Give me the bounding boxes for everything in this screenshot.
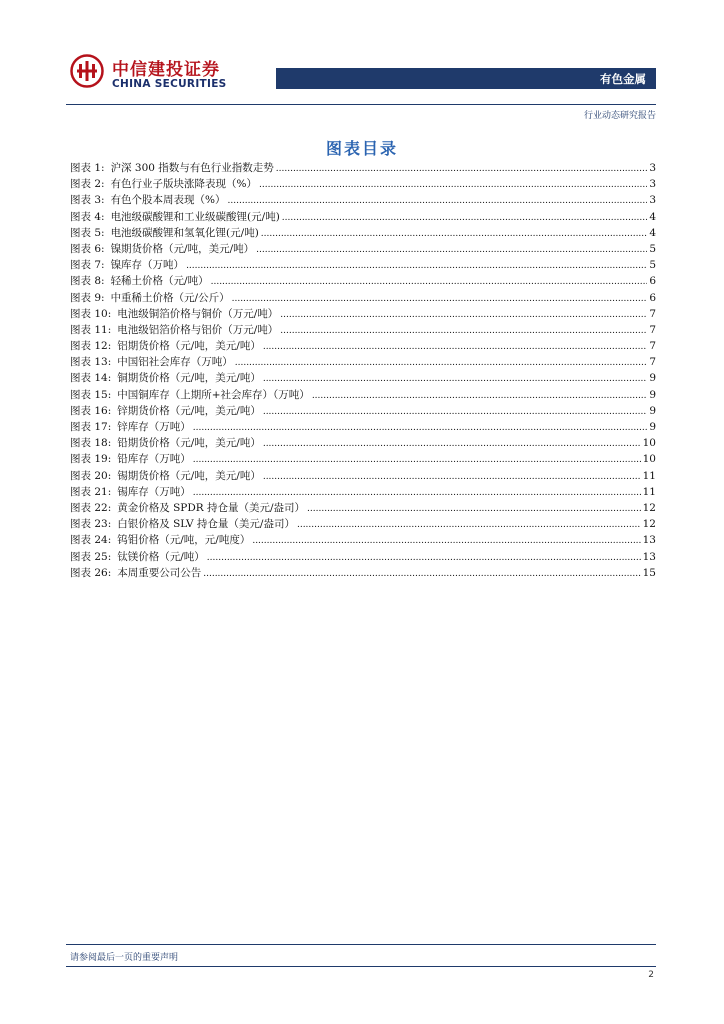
report-type: 行业动态研究报告 xyxy=(583,111,656,121)
toc-entry[interactable] xyxy=(70,435,656,451)
toc-entry[interactable] xyxy=(70,387,656,403)
toc-entry-title[interactable]: 锡库存（万吨） xyxy=(117,485,191,498)
toc-entry[interactable] xyxy=(70,354,656,370)
toc-entry-page[interactable]: 10 xyxy=(642,437,656,450)
toc-entry[interactable] xyxy=(70,549,656,565)
toc-dot-leader xyxy=(263,403,647,420)
toc-entry-label: 图表 7: xyxy=(70,259,105,272)
toc-entry-title[interactable]: 铝期货价格（元/吨，美元/吨） xyxy=(117,340,261,353)
toc-dot-leader xyxy=(193,484,641,501)
toc-entry-label: 图表 10: xyxy=(70,307,112,320)
toc-entry-page[interactable]: 6 xyxy=(649,291,656,304)
toc-entry-title[interactable]: 电池级铝箔价格与铝价（万元/吨） xyxy=(117,323,279,336)
sector-label: 有色金属 xyxy=(600,72,646,86)
toc-entry-page[interactable]: 7 xyxy=(649,323,656,336)
toc-entry-label: 图表 17: xyxy=(70,421,112,433)
toc-entry[interactable] xyxy=(70,516,656,532)
toc-entry[interactable] xyxy=(70,565,656,581)
toc-entry-title[interactable]: 中国铝社会库存（万吨） xyxy=(117,356,233,369)
toc-entry-page[interactable]: 6 xyxy=(649,275,656,288)
toc-entry[interactable] xyxy=(70,419,656,435)
toc-entry-page[interactable]: 3 xyxy=(649,178,656,191)
toc-dot-leader xyxy=(263,468,641,485)
toc-entry-label: 图表 12: xyxy=(70,340,112,353)
toc-entry-page[interactable]: 5 xyxy=(649,242,656,255)
toc-entry-page[interactable]: 10 xyxy=(642,453,656,466)
toc-entry-title[interactable]: 锌库存（万吨） xyxy=(117,421,191,433)
toc-entry-label: 图表 6: xyxy=(70,242,105,255)
toc-entry-title[interactable]: 钨钼价格（元/吨，元/吨度） xyxy=(117,534,251,547)
toc-entry-title[interactable]: 铅库存（万吨） xyxy=(117,453,191,466)
toc-dot-leader xyxy=(297,516,641,533)
toc-entry-label: 图表 5: xyxy=(70,226,105,239)
toc-entry-page[interactable]: 11 xyxy=(642,485,656,498)
toc-entry-title[interactable]: 沪深 300 指数与有色行业指数走势 xyxy=(110,162,274,174)
toc-entry[interactable] xyxy=(70,160,656,176)
toc-entry-page[interactable]: 4 xyxy=(649,226,656,239)
toc-dot-leader xyxy=(207,549,641,566)
toc-entry[interactable] xyxy=(70,403,656,419)
toc-entry[interactable] xyxy=(70,209,656,225)
toc-entry[interactable] xyxy=(70,370,656,386)
toc-dot-leader xyxy=(280,306,647,323)
toc-entry-label: 图表 11: xyxy=(70,323,112,336)
toc-dot-leader xyxy=(261,225,648,242)
toc-entry-label: 图表 16: xyxy=(70,404,112,417)
footer-disclaimer: 请参阅最后一页的重要声明 xyxy=(70,953,179,963)
toc-entry-page[interactable]: 15 xyxy=(642,566,656,579)
toc-dot-leader xyxy=(282,209,648,226)
toc-entry-page[interactable]: 5 xyxy=(649,259,656,272)
toc-dot-leader xyxy=(312,387,648,404)
toc-dot-leader xyxy=(193,451,641,468)
toc-heading: 图表目录 xyxy=(325,139,398,158)
toc-entry-label: 图表 23: xyxy=(70,518,112,531)
toc-entry[interactable] xyxy=(70,484,656,500)
toc-entry[interactable] xyxy=(70,306,656,322)
toc-entry[interactable] xyxy=(70,192,656,208)
toc-dot-leader xyxy=(276,160,648,177)
toc-dot-leader xyxy=(263,338,647,355)
toc-dot-leader xyxy=(259,176,647,193)
toc-entry-page[interactable]: 13 xyxy=(642,550,656,563)
toc-entry-title[interactable]: 钛镁价格（元/吨） xyxy=(117,550,205,563)
toc-entry[interactable] xyxy=(70,273,656,289)
toc-entry-title[interactable]: 电池级碳酸锂和工业级碳酸锂(元/吨) xyxy=(110,210,280,223)
toc-dot-leader xyxy=(203,565,640,582)
toc-entry-title[interactable]: 锡期货价格（元/吨，美元/吨） xyxy=(117,469,261,482)
toc-dot-leader xyxy=(263,370,647,387)
toc-entry-label: 图表 19: xyxy=(70,453,112,466)
toc-entry[interactable] xyxy=(70,532,656,548)
toc-entry-title[interactable]: 电池级碳酸锂和氢氧化锂(元/吨) xyxy=(110,226,259,239)
toc-entry-title[interactable]: 黄金价格及 SPDR 持仓量（美元/盎司） xyxy=(117,501,306,514)
toc-dot-leader xyxy=(211,273,648,290)
toc-entry-page[interactable]: 9 xyxy=(649,372,656,385)
toc-dot-leader xyxy=(228,192,648,209)
toc-dot-leader xyxy=(256,241,647,258)
toc-entry[interactable] xyxy=(70,176,656,192)
toc-entry-page[interactable]: 9 xyxy=(649,388,656,401)
toc-entry-label: 图表 2: xyxy=(70,178,105,191)
header-divider xyxy=(66,104,656,105)
toc-entry-page[interactable]: 12 xyxy=(642,518,656,531)
toc-entry-page[interactable]: 3 xyxy=(649,194,656,207)
toc-entry-label: 图表 24: xyxy=(70,534,112,547)
brand-name-cn: 中信建投证券 xyxy=(112,60,220,80)
toc-entry-title[interactable]: 镍库存（万吨） xyxy=(110,259,185,272)
toc-dot-leader xyxy=(307,500,641,517)
sector-banner xyxy=(276,68,656,89)
footer-divider-bottom xyxy=(66,966,656,967)
toc-entry-label: 图表 9: xyxy=(70,291,105,304)
footer-divider xyxy=(66,944,656,945)
toc-entry-title[interactable]: 白银价格及 SLV 持仓量（美元/盎司） xyxy=(117,518,295,531)
toc-dot-leader xyxy=(186,257,647,274)
toc-entry[interactable] xyxy=(70,500,656,516)
toc-entry-label: 图表 4: xyxy=(70,210,105,223)
toc-entry-page[interactable]: 9 xyxy=(649,404,656,417)
toc-entry-title[interactable]: 轻稀土价格（元/吨） xyxy=(110,275,209,288)
toc-entry[interactable] xyxy=(70,468,656,484)
toc-entry-page[interactable]: 12 xyxy=(642,501,656,514)
brand-name-en: CHINA SECURITIES xyxy=(112,78,227,90)
toc-entry[interactable] xyxy=(70,241,656,257)
toc-entry[interactable] xyxy=(70,322,656,338)
toc-entry-label: 图表 25: xyxy=(70,550,112,563)
toc-entry[interactable] xyxy=(70,257,656,273)
toc-entry-title[interactable]: 本周重要公司公告 xyxy=(117,566,202,579)
toc-dot-leader xyxy=(232,290,648,307)
toc-entry-title[interactable]: 镍期货价格（元/吨，美元/吨） xyxy=(110,242,255,255)
toc-dot-leader xyxy=(193,419,648,436)
toc-entry-title[interactable]: 铅期货价格（元/吨，美元/吨） xyxy=(117,437,261,450)
toc-entry-page[interactable]: 7 xyxy=(649,307,656,320)
toc-entry-page[interactable]: 7 xyxy=(649,356,656,369)
toc-entry-page[interactable]: 13 xyxy=(642,534,656,547)
toc-entry-label: 图表 13: xyxy=(70,356,112,369)
toc-entry-label: 图表 1: xyxy=(70,162,105,174)
toc-entry-label: 图表 22: xyxy=(70,501,112,514)
toc-dot-leader xyxy=(235,354,648,371)
toc-entry-title[interactable]: 锌期货价格（元/吨，美元/吨） xyxy=(117,404,261,417)
toc-entry[interactable] xyxy=(70,451,656,467)
page-number: 2 xyxy=(648,970,654,980)
toc-entry-label: 图表 3: xyxy=(70,194,105,207)
toc-entry-title[interactable]: 电池级铜箔价格与铜价（万元/吨） xyxy=(117,307,279,320)
toc-entry-title[interactable]: 有色个股本周表现（%） xyxy=(110,194,226,207)
toc-entry-title[interactable]: 有色行业子版块涨降表现（%） xyxy=(110,178,258,191)
china-securities-logo-icon xyxy=(70,54,104,88)
toc-entry-page[interactable]: 7 xyxy=(649,340,656,353)
toc-entry-label: 图表 8: xyxy=(70,275,105,288)
toc-entry-label: 图表 21: xyxy=(70,485,112,498)
toc-entry-page[interactable]: 4 xyxy=(649,210,656,223)
toc-entry-title[interactable]: 中重稀土价格（元/公斤） xyxy=(110,291,230,304)
toc-entry-label: 图表 15: xyxy=(70,388,112,401)
toc-entry[interactable] xyxy=(70,225,656,241)
toc-entry-label: 图表 20: xyxy=(70,469,112,482)
toc-entry[interactable] xyxy=(70,290,656,306)
toc-entry-label: 图表 18: xyxy=(70,437,112,450)
toc-entry-page[interactable]: 9 xyxy=(649,421,656,433)
toc-dot-leader xyxy=(252,532,640,549)
figure-index-list xyxy=(70,160,656,581)
toc-entry-title[interactable]: 铜期货价格（元/吨，美元/吨） xyxy=(117,372,261,385)
toc-entry-page[interactable]: 11 xyxy=(642,469,656,482)
toc-entry-page[interactable]: 3 xyxy=(649,162,656,174)
toc-entry-title[interactable]: 中国铜库存（上期所+社会库存）（万吨） xyxy=(117,388,310,401)
toc-entry-label: 图表 26: xyxy=(70,566,112,579)
toc-dot-leader xyxy=(263,435,641,452)
toc-entry[interactable] xyxy=(70,338,656,354)
toc-dot-leader xyxy=(280,322,647,339)
toc-entry-label: 图表 14: xyxy=(70,372,112,385)
